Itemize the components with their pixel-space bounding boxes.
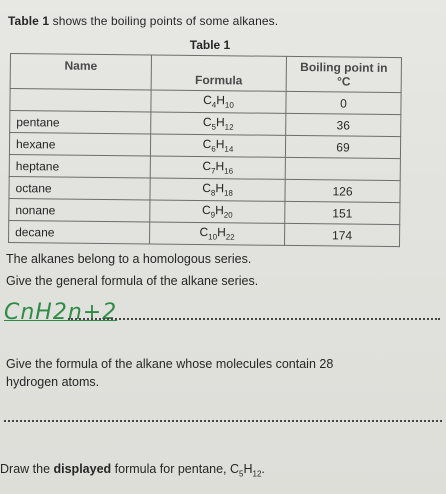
question-general-formula: Give the general formula of the alkane series. [6, 274, 259, 288]
cell-boiling-point: 174 [285, 223, 400, 246]
cell-boiling-point: 69 [285, 135, 400, 158]
header-boiling-point: Boiling point in °C [286, 56, 401, 92]
cell-formula: $C_5H_{12}$ [151, 112, 286, 135]
cell-formula: $C_6H_{14}$ [150, 134, 285, 157]
cell-name: octane [9, 176, 150, 199]
cell-formula: $C_8H_{18}$ [150, 178, 285, 201]
answer-line-2 [4, 420, 442, 422]
intro-text [8, 14, 278, 28]
table-title: Table 1 [189, 38, 231, 52]
intro-bold: Table 1 [8, 14, 50, 28]
cell-name: hexane [9, 133, 150, 156]
boiling-points-table [8, 53, 402, 247]
question-28-hydrogen-line2: hydrogen atoms. [6, 375, 100, 389]
cell-formula: $C_4H_{10}$ [151, 90, 286, 113]
header-formula: Formula [151, 55, 286, 91]
cell-boiling-point: 36 [286, 113, 401, 136]
intro-rest: shows the boiling points of some alkanes. [49, 14, 279, 28]
handwritten-answer: CnH2n+2 [4, 300, 118, 325]
question-28-hydrogen-line1: Give the formula of the alkane whose molecules contain 28 [6, 357, 334, 371]
question-displayed-formula: Draw the displayed formula for pentane, $C_5H_{12}$. [0, 462, 265, 479]
cell-boiling-point [285, 157, 400, 180]
series-statement: The alkanes belong to a homologous series. [6, 252, 252, 266]
cell-name [10, 89, 151, 112]
cell-name: decane [9, 220, 150, 243]
cell-name: nonane [9, 198, 150, 221]
cell-name: heptane [9, 154, 150, 177]
cell-formula: $C_{10}H_{22}$ [150, 222, 285, 245]
cell-boiling-point: 151 [285, 201, 400, 224]
cell-boiling-point: 126 [285, 179, 400, 202]
header-name: Name [10, 54, 151, 90]
cell-formula: $C_7H_{16}$ [150, 156, 285, 179]
cell-name: pentane [10, 111, 151, 134]
answer-line-1 [68, 318, 440, 320]
table-row [9, 220, 400, 246]
cell-boiling-point: 0 [286, 91, 401, 114]
cell-formula: $C_9H_{20}$ [150, 200, 285, 223]
table-header-row [10, 54, 401, 93]
